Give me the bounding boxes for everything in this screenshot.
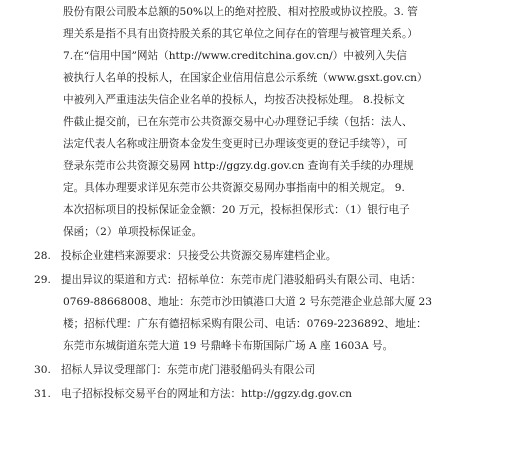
item-29-line: 东莞市东城街道东莞大道 19 号鼎峰卡布斯国际广场 A 座 1603A 号。 (63, 340, 394, 352)
item-number: 28. (34, 250, 51, 262)
item-text: 提出异议的渠道和方式：招标单位：东莞市虎门港驳船码头有限公司、电话： (61, 274, 422, 286)
item-text: 招标人异议受理部门：东莞市虎门港驳船码头有限公司 (61, 364, 316, 376)
continuation-line: 本次招标项目的投标保证金金额：20 万元，投标担保形式：（1）银行电子 (63, 204, 410, 216)
list-item-30 (34, 363, 315, 377)
continuation-line: 定。具体办理要求详见东莞市公共资源交易网办事指南中的相关规定。 9. (63, 182, 405, 194)
list-item-29 (34, 273, 421, 287)
continuation-line: 被执行人名单的投标人，在国家企业信用信息公示系统（www.gsxt.gov.cn） (63, 72, 428, 84)
item-29-line: 0769-88668008、地址：东莞市沙田镇港口大道 2 号东莞港企业总部大厦 23 (63, 296, 433, 308)
list-item-28 (34, 249, 336, 263)
continuation-line: 保函；（2）单项投标保证金。 (63, 226, 203, 238)
continuation-line: 登录东莞市公共资源交易网 http://ggzy.dg.gov.cn 查询有关手续的办理规 (63, 160, 414, 172)
item-text: 电子招标投标交易平台的网址和方法：http://ggzy.dg.gov.cn (61, 388, 352, 400)
item-number: 29. (34, 274, 51, 286)
continuation-line: 件截止提交前，已在东莞市公共资源交易中心办理登记手续（包括：法人、 (63, 116, 413, 128)
item-number: 31. (34, 388, 51, 400)
item-text: 投标企业建档来源要求：只接受公共资源交易库建档企业。 (61, 250, 337, 262)
item-number: 30. (34, 364, 51, 376)
continuation-line: 中被列入严重违法失信企业名单的投标人，均按否决投标处理。 8.投标文 (63, 94, 405, 106)
item-29-line: 楼；招标代理：广东有德招标采购有限公司、电话：0769-2236892、地址： (63, 318, 427, 330)
continuation-line: 法定代表人名称或注册资本金发生变更时已办理该变更的登记手续等），可 (63, 138, 408, 150)
continuation-line: 理关系是指不具有出资持股关系的其它单位之间存在的管理与被管理关系。） (63, 28, 418, 40)
continuation-line: 7.在“信用中国”网站（http://www.creditchina.gov.cn/）中被列入失信 (63, 50, 407, 62)
continuation-line: 股份有限公司股本总额的50%以上的绝对控股、相对控股或协议控股。3. 管 (63, 6, 418, 18)
list-item-31 (34, 387, 352, 401)
